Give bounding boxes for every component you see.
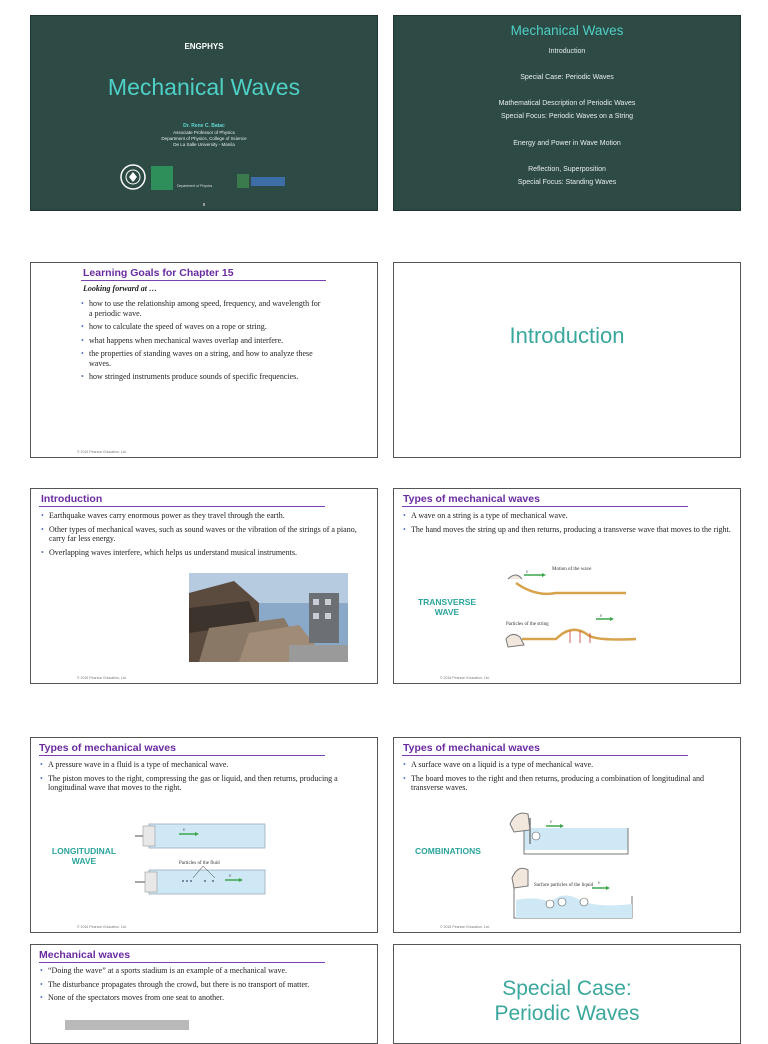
list-item: • “Doing the wave” at a sports stadium is an example of a mechanical wave.: [40, 966, 370, 976]
particles-caption: Particles of the fluid: [179, 861, 220, 866]
slide-title: Introduction: [41, 493, 103, 505]
outline-item: Special Case: Periodic Waves: [520, 74, 614, 81]
longitudinal-wave-label: LONGITUDINAL WAVE: [51, 846, 117, 866]
partner-banner-icon: [251, 177, 285, 186]
title-divider: [402, 506, 688, 507]
partner-logo-icon: [237, 174, 249, 188]
bullet-list: [403, 511, 733, 538]
copyright-note: © 2016 Pearson Education, Ltd.: [77, 676, 127, 680]
transverse-wave-figure: [496, 561, 646, 661]
longitudinal-wave-figure: [135, 820, 269, 900]
goals-list: [81, 299, 321, 386]
transverse-wave-label: TRANSVERSE WAVE: [417, 597, 477, 617]
velocity-symbol: v: [600, 614, 603, 619]
copyright-note: © 2016 Pearson Education, Ltd.: [440, 925, 490, 929]
outline-item: Introduction: [548, 48, 586, 55]
slide-3-learning-goals: [30, 262, 378, 458]
slide-7-longitudinal: [30, 737, 378, 933]
outline-item: Mathematical Description of Periodic Waves: [498, 100, 636, 107]
slide-title: Types of mechanical waves: [39, 742, 176, 754]
title-divider: [39, 755, 325, 756]
list-item: • None of the spectators moves from one seat to another.: [40, 993, 370, 1003]
list-item: • what happens when mechanical waves overlap and interfere.: [81, 336, 321, 346]
deck-title: Mechanical Waves: [107, 74, 301, 100]
motion-caption: Motion of the wave: [552, 567, 592, 572]
outline-item: Reflection, Superposition: [528, 166, 606, 173]
velocity-symbol: v: [526, 570, 529, 575]
college-logo-icon: [151, 166, 173, 190]
velocity-symbol: v: [598, 881, 601, 886]
slide-9-mechanical-waves: [30, 944, 378, 1044]
outline-item: Energy and Power in Wave Motion: [513, 140, 621, 147]
author-university: De La Salle University - Manila: [173, 142, 235, 147]
title-divider: [39, 962, 325, 963]
list-item: • Earthquake waves carry enormous power as they travel through the earth.: [41, 511, 366, 521]
section-title-line-1: Special Case:: [502, 977, 632, 1000]
page-marker: [203, 203, 205, 206]
list-item: • The hand moves the string up and then returns, producing a transverse wave that moves to the right.: [403, 525, 733, 535]
particles-caption: Surface particles of the liquid: [534, 883, 594, 888]
bullet-list: [41, 511, 366, 561]
section-title-line-2: Periodic Waves: [494, 1002, 640, 1025]
list-item: • how to calculate the speed of waves on a rope or string.: [81, 322, 321, 332]
author-position: Associate Professor of Physics: [173, 130, 235, 135]
slide-6-transverse: [393, 488, 741, 684]
copyright-note: © 2016 Pearson Education, Ltd.: [77, 925, 127, 929]
slide-4-section-title: [393, 262, 741, 458]
particles-caption: Particles of the string: [506, 622, 549, 627]
university-seal-icon: [119, 163, 147, 191]
combinations-label: COMBINATIONS: [415, 846, 481, 856]
list-item: • The board moves to the right and then returns, producing a combination of longitudinal and transverse waves.: [403, 774, 733, 793]
outline-item: Special Focus: Standing Waves: [517, 179, 617, 186]
outline-title: Mechanical Waves: [510, 23, 624, 38]
list-item: • how stringed instruments produce sounds of specific frequencies.: [81, 372, 321, 382]
slide-8-combinations: [393, 737, 741, 933]
title-divider: [81, 280, 326, 281]
list-item: • the properties of standing waves on a string, and how to analyze these waves.: [81, 349, 321, 368]
list-item: • A surface wave on a liquid is a type of mechanical wave.: [403, 760, 733, 770]
lead-text: Looking forward at …: [83, 284, 158, 293]
bullet-list: [40, 966, 370, 1007]
slide-1-title: [30, 15, 378, 211]
author-name: Dr. Rene C. Batac: [183, 123, 225, 129]
title-divider: [39, 506, 325, 507]
list-item: • Other types of mechanical waves, such as sound waves or the vibration of the strings of a piano, carry far less energy.: [41, 525, 366, 544]
section-title: Introduction: [509, 323, 625, 348]
slide-title: Learning Goals for Chapter 15: [83, 267, 234, 279]
slide-5-introduction: [30, 488, 378, 684]
slide-10-section-title: [393, 944, 741, 1044]
list-item: • A wave on a string is a type of mechanical wave.: [403, 511, 733, 521]
department-logo-caption: Department of Physics: [177, 184, 213, 188]
surface-wave-figure: [506, 804, 646, 922]
stadium-photo: [65, 1020, 189, 1030]
slide-title: Types of mechanical waves: [403, 493, 540, 505]
earthquake-damage-photo: [189, 573, 348, 662]
slide-title: Mechanical waves: [39, 949, 131, 961]
list-item: • The disturbance propagates through the crowd, but there is no transport of matter.: [40, 980, 370, 990]
list-item: • The piston moves to the right, compressing the gas or liquid, and then returns, producing a longitudinal wave that moves to the right.: [40, 774, 365, 793]
velocity-symbol: v: [229, 874, 232, 879]
bullet-list: [40, 760, 365, 797]
slide-2-outline: [393, 15, 741, 211]
outline-item: Special Focus: Periodic Waves on a String: [500, 113, 634, 120]
copyright-note: © 2016 Pearson Education, Ltd.: [440, 676, 490, 680]
list-item: • Overlapping waves interfere, which helps us understand musical instruments.: [41, 548, 366, 558]
bullet-list: [403, 760, 733, 797]
list-item: • A pressure wave in a fluid is a type of mechanical wave.: [40, 760, 365, 770]
velocity-symbol: v: [550, 820, 553, 825]
course-code: ENGPHYS: [184, 42, 224, 51]
author-department: Department of Physics, College of Science: [161, 136, 247, 141]
list-item: • how to use the relationship among speed, frequency, and wavelength for a periodic wave.: [81, 299, 321, 318]
title-divider: [402, 755, 688, 756]
slide-title: Types of mechanical waves: [403, 742, 540, 754]
copyright-note: © 2016 Pearson Education, Ltd.: [77, 450, 127, 454]
velocity-symbol: v: [183, 828, 186, 833]
